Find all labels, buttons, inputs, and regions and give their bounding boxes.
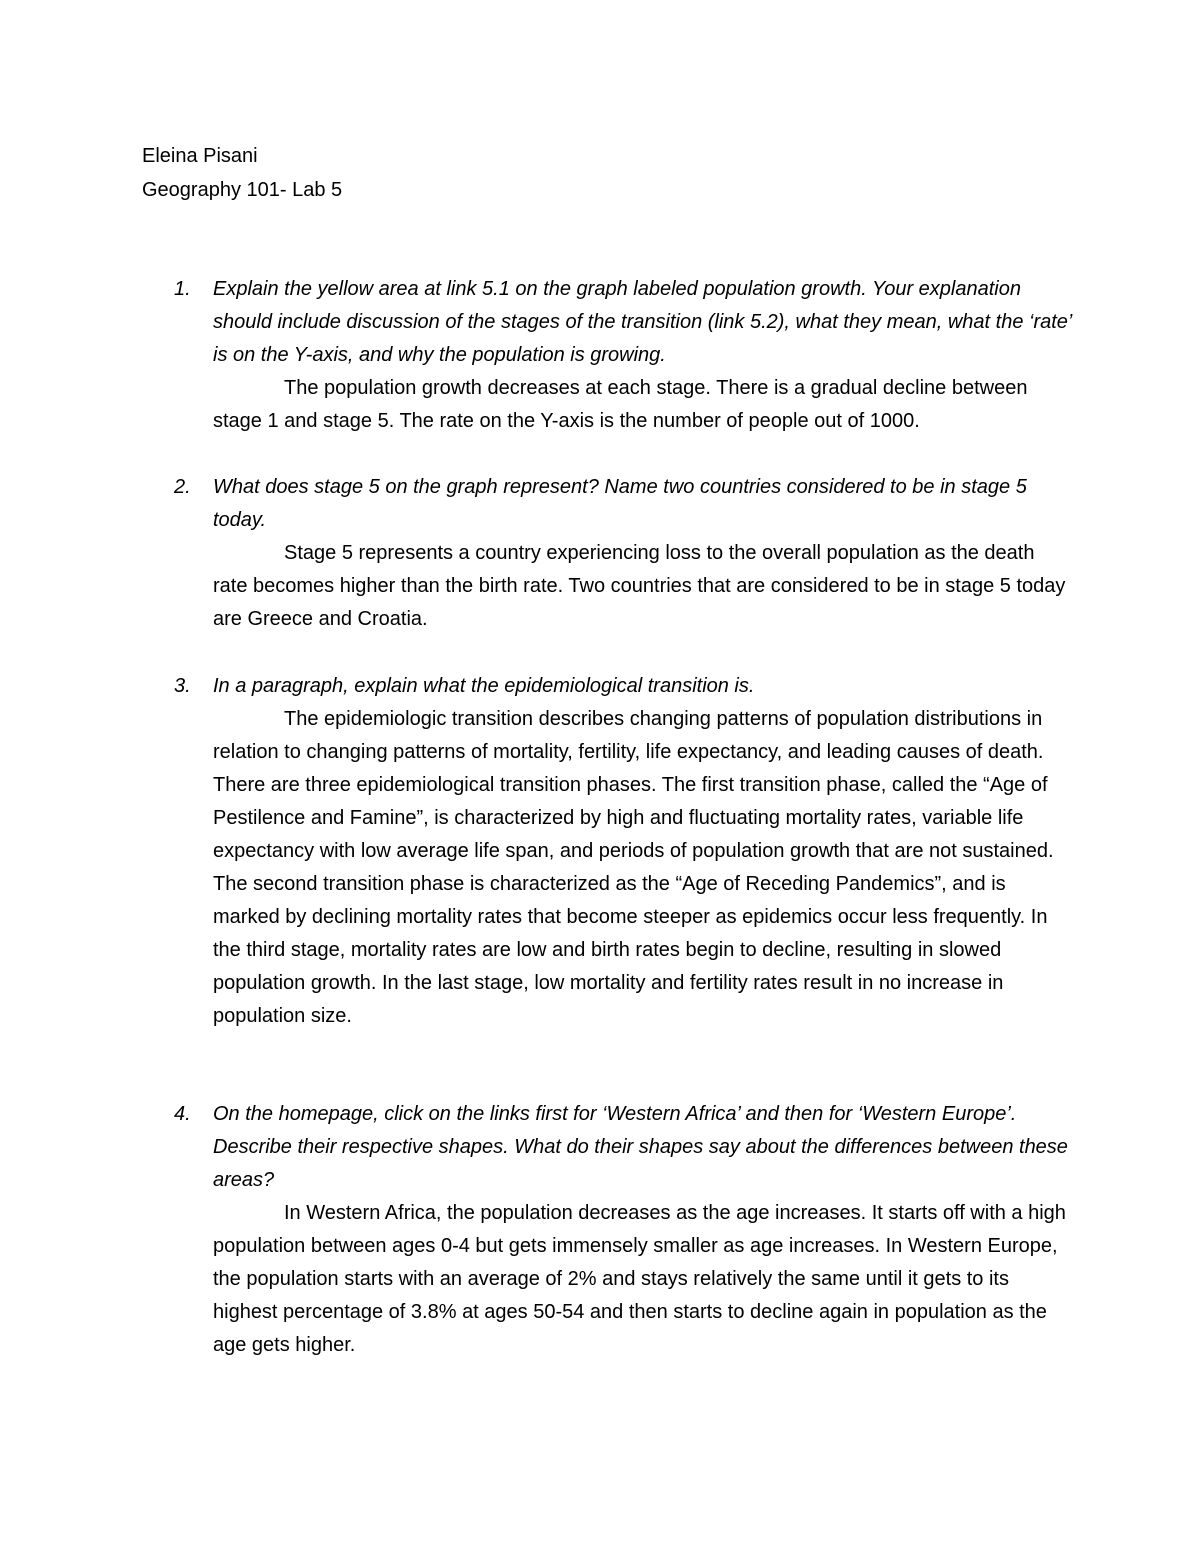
question-number: 2. — [174, 476, 191, 498]
answer-text: Stage 5 represents a country experiencing loss to the overall population as the death rate becomes higher than the birth rate. Two countries that are considered to be in stage 5 today are Greece and Croatia. — [213, 542, 1066, 630]
question-text: Explain the yellow area at link 5.1 on the graph labeled population growth. Your explanation should include discussion of the stages of the transition (link 5.2), what they mean, what the ‘rate’ is on the Y-axis, and why the population is growing. — [213, 278, 1072, 366]
question-block-1 — [142, 273, 1072, 438]
question-number: 1. — [174, 278, 191, 300]
course-title: Geography 101- Lab 5 — [142, 179, 343, 201]
question-block-2 — [142, 471, 1072, 636]
answer-text: The population growth decreases at each stage. There is a gradual decline between stage 1 and stage 5. The rate on the Y-axis is the number of people out of 1000. — [213, 377, 1028, 432]
answer-text: In Western Africa, the population decreases as the age increases. It starts off with a high population between ages 0-4 but gets immensely smaller as age increases. In Western Europe, the population starts with an average of 2% and stays relatively the same until it gets to its highest percentage of 3.8% at ages 50-54 and then starts to decline again in population as the age gets higher. — [213, 1202, 1066, 1356]
question-text: On the homepage, click on the links first for ‘Western Africa’ and then for ‘Western Europe’. Describe their respective shapes. What do their shapes say about the differences between these areas? — [213, 1103, 1068, 1191]
question-number: 3. — [174, 675, 191, 697]
question-text: What does stage 5 on the graph represent? Name two countries considered to be in stage 5 today. — [213, 476, 1027, 531]
answer-text: The epidemiologic transition describes changing patterns of population distributions in relation to changing patterns of mortality, fertility, life expectancy, and leading causes of death. There are three epidemiological transition phases. The first transition phase, called the “Age of Pestilence and Famine”, is characterized by high and fluctuating mortality rates, variable life expectancy with low average life span, and periods of population growth that are not sustained. The second transition phase is characterized as the “Age of Receding Pandemics”, and is marked by declining mortality rates that become steeper as epidemics occur less frequently. In the third stage, mortality rates are low and birth rates begin to decline, resulting in slowed population growth. In the last stage, low mortality and fertility rates result in no increase in population size. — [213, 708, 1054, 1027]
question-number: 4. — [174, 1103, 191, 1125]
question-block-3 — [142, 670, 1072, 1033]
author-name: Eleina Pisani — [142, 145, 258, 167]
question-text: In a paragraph, explain what the epidemiological transition is. — [213, 675, 755, 697]
question-block-4 — [142, 1098, 1072, 1362]
